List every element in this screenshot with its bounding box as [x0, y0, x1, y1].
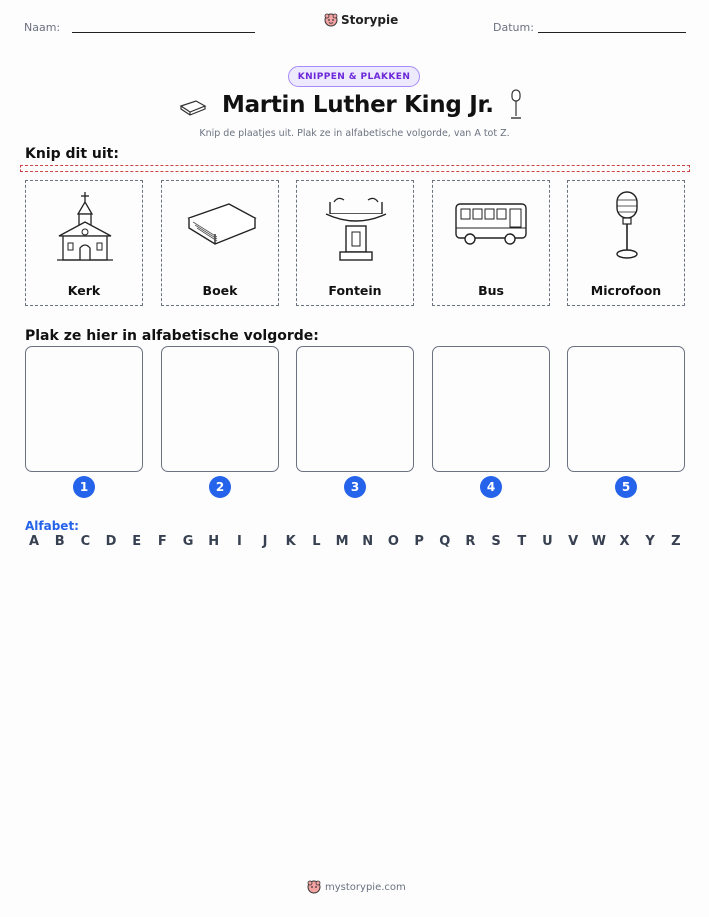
paste-slot-1[interactable]: [25, 346, 143, 472]
logo-text: Storypie: [341, 13, 399, 27]
alphabet-letter: L: [312, 534, 321, 549]
name-label: Naam:: [24, 21, 61, 34]
storypie-mascot-icon: [307, 880, 321, 894]
microphone-icon: [507, 88, 525, 122]
microphone-icon: [587, 188, 667, 272]
alphabet-letter: Y: [645, 534, 655, 549]
date-field[interactable]: [538, 32, 686, 33]
fountain-icon: [316, 188, 396, 272]
slot-number: 1: [73, 476, 95, 498]
name-field[interactable]: [72, 32, 255, 33]
slot-number: 3: [344, 476, 366, 498]
book-icon: [178, 98, 208, 116]
alphabet-letter: J: [262, 534, 268, 549]
footer: [307, 880, 406, 894]
card-label: Boek: [202, 283, 238, 298]
alphabet-letter: O: [387, 534, 399, 549]
book-icon: [181, 188, 261, 272]
alphabet-letter: C: [80, 534, 91, 549]
alphabet-letter: R: [465, 534, 476, 549]
card-label: Fontein: [328, 283, 382, 298]
alphabet-letter: P: [414, 534, 424, 549]
activity-badge: KNIPPEN & PLAKKEN: [288, 66, 420, 87]
card-label: Microfoon: [590, 283, 662, 298]
alphabet-letter: V: [568, 534, 579, 549]
storypie-logo: [324, 13, 398, 27]
alphabet-letter: H: [208, 534, 220, 549]
alphabet-row: [25, 534, 685, 549]
cut-line: [20, 165, 690, 172]
cut-heading: Knip dit uit:: [25, 146, 119, 162]
alphabet-letter: X: [619, 534, 630, 549]
cut-card-microfoon[interactable]: [567, 180, 685, 306]
alphabet-letter: W: [591, 534, 606, 549]
date-label: Datum:: [493, 21, 534, 34]
alphabet-letter: B: [54, 534, 65, 549]
paste-slot-2[interactable]: [161, 346, 279, 472]
church-icon: [45, 188, 125, 272]
alphabet-letter: N: [362, 534, 374, 549]
cut-card-boek[interactable]: [161, 180, 279, 306]
bus-icon: [452, 188, 532, 272]
slot-number: 4: [480, 476, 502, 498]
cut-card-bus[interactable]: [432, 180, 550, 306]
alphabet-letter: S: [491, 534, 501, 549]
cut-card-kerk[interactable]: [25, 180, 143, 306]
cut-card-fontein[interactable]: [296, 180, 414, 306]
slot-number: 2: [209, 476, 231, 498]
alphabet-letter: T: [517, 534, 527, 549]
paste-heading: Plak ze hier in alfabetische volgorde:: [25, 328, 319, 344]
alphabet-letter: Z: [671, 534, 681, 549]
alphabet-letter: I: [236, 534, 242, 549]
instructions: Knip de plaatjes uit. Plak ze in alfabetische volgorde, van A tot Z.: [199, 128, 510, 139]
paste-slot-5[interactable]: [567, 346, 685, 472]
footer-link[interactable]: mystorypie.com: [325, 881, 406, 893]
alphabet-letter: E: [132, 534, 142, 549]
slot-number: 5: [615, 476, 637, 498]
alphabet-letter: D: [105, 534, 117, 549]
alphabet-letter: Q: [439, 534, 451, 549]
alphabet-letter: F: [157, 534, 167, 549]
card-label: Kerk: [67, 283, 101, 298]
alphabet-letter: U: [542, 534, 553, 549]
alphabet-letter: K: [285, 534, 296, 549]
alphabet-letter: G: [182, 534, 194, 549]
alphabet-letter: A: [28, 534, 40, 549]
page-title: Martin Luther King Jr.: [222, 92, 494, 118]
paste-slot-3[interactable]: [296, 346, 414, 472]
alphabet-heading: Alfabet:: [25, 519, 79, 533]
storypie-mascot-icon: [324, 13, 338, 27]
paste-slot-4[interactable]: [432, 346, 550, 472]
alphabet-letter: M: [335, 534, 349, 549]
card-label: Bus: [478, 283, 504, 298]
